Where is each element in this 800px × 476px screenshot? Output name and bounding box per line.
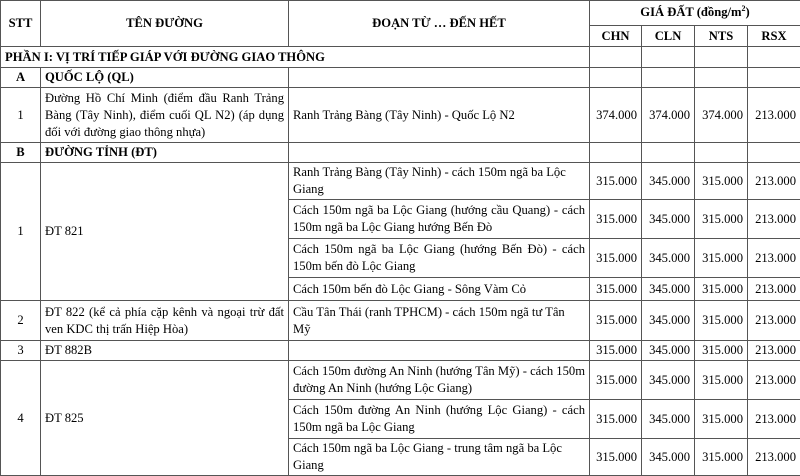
price-cln: 345.000 bbox=[642, 200, 695, 239]
price-nts: 315.000 bbox=[695, 278, 748, 301]
row-segment: Cách 150m ngã ba Lộc Giang (hướng cầu Quang) - cách 150m ngã ba Lộc Giang hướng Bến Đò bbox=[289, 200, 590, 239]
price-rsx: 213.000 bbox=[748, 341, 800, 361]
row-segment: Cầu Tân Thái (ranh TPHCM) - cách 150m ngã tư Tân Mỹ bbox=[289, 301, 590, 341]
header-row bbox=[1, 1, 800, 26]
price-rsx: 213.000 bbox=[748, 239, 800, 278]
price-nts: 315.000 bbox=[695, 439, 748, 476]
price-nts: 315.000 bbox=[695, 341, 748, 361]
price-nts: 315.000 bbox=[695, 400, 748, 439]
price-chn: 315.000 bbox=[590, 239, 642, 278]
header-col-chn: CHN bbox=[590, 26, 642, 47]
empty-cell bbox=[748, 47, 800, 68]
row-segment bbox=[289, 341, 590, 361]
price-nts: 315.000 bbox=[695, 301, 748, 341]
price-cln: 345.000 bbox=[642, 361, 695, 400]
part-row bbox=[1, 47, 800, 68]
part-title: PHẦN I: VỊ TRÍ TIẾP GIÁP VỚI ĐƯỜNG GIAO THÔNG bbox=[1, 47, 590, 68]
price-chn: 315.000 bbox=[590, 439, 642, 476]
row-segment: Cách 150m đường An Ninh (hướng Lộc Giang) - cách 150m ngã ba Lộc Giang bbox=[289, 400, 590, 439]
row-stt: 1 bbox=[1, 163, 41, 301]
header-gia-dat-prefix: GIÁ ĐẤT (đồng/m bbox=[640, 6, 741, 20]
row-road-name: ĐT 822 (kể cả phía cặp kênh và ngoại trừ đất ven KDC thị trấn Hiệp Hòa) bbox=[41, 301, 289, 341]
price-rsx: 213.000 bbox=[748, 88, 800, 143]
header-doan-tu: ĐOẠN TỪ … ĐẾN HẾT bbox=[289, 1, 590, 47]
row-segment: Cách 150m đường An Ninh (hướng Tân Mỹ) - cách 150m đường An Ninh (hướng Lộc Giang) bbox=[289, 361, 590, 400]
section-title: QUỐC LỘ (QL) bbox=[41, 68, 289, 88]
table-row bbox=[1, 88, 800, 143]
header-gia-dat-sup: 2 bbox=[742, 4, 746, 13]
section-row bbox=[1, 68, 800, 88]
price-cln: 345.000 bbox=[642, 400, 695, 439]
row-stt: 4 bbox=[1, 361, 41, 476]
empty-cell bbox=[590, 68, 642, 88]
price-cln: 345.000 bbox=[642, 278, 695, 301]
price-chn: 315.000 bbox=[590, 341, 642, 361]
empty-cell bbox=[642, 47, 695, 68]
section-label: A bbox=[1, 68, 41, 88]
price-nts: 315.000 bbox=[695, 163, 748, 200]
price-cln: 345.000 bbox=[642, 239, 695, 278]
price-rsx: 213.000 bbox=[748, 361, 800, 400]
empty-cell bbox=[289, 143, 590, 163]
row-road-name: Đường Hồ Chí Minh (điểm đầu Ranh Trảng Bàng (Tây Ninh), điểm cuối QL N2) (áp dụng đối với đường giao thông nhựa) bbox=[41, 88, 289, 143]
row-segment: Ranh Trảng Bàng (Tây Ninh) - cách 150m ngã ba Lộc Giang bbox=[289, 163, 590, 200]
section-title: ĐƯỜNG TỈNH (ĐT) bbox=[41, 143, 289, 163]
header-col-rsx: RSX bbox=[748, 26, 800, 47]
row-road-name: ĐT 825 bbox=[41, 361, 289, 476]
row-road-name: ĐT 882B bbox=[41, 341, 289, 361]
empty-cell bbox=[590, 143, 642, 163]
price-cln: 345.000 bbox=[642, 439, 695, 476]
table-row bbox=[1, 163, 800, 200]
price-cln: 374.000 bbox=[642, 88, 695, 143]
price-chn: 315.000 bbox=[590, 361, 642, 400]
empty-cell bbox=[695, 68, 748, 88]
price-nts: 315.000 bbox=[695, 200, 748, 239]
price-nts: 315.000 bbox=[695, 361, 748, 400]
empty-cell bbox=[748, 143, 800, 163]
price-rsx: 213.000 bbox=[748, 163, 800, 200]
header-ten-duong: TÊN ĐƯỜNG bbox=[41, 1, 289, 47]
price-rsx: 213.000 bbox=[748, 439, 800, 476]
price-chn: 315.000 bbox=[590, 278, 642, 301]
price-nts: 374.000 bbox=[695, 88, 748, 143]
price-chn: 315.000 bbox=[590, 163, 642, 200]
empty-cell bbox=[695, 143, 748, 163]
header-gia-dat bbox=[590, 1, 800, 26]
price-cln: 345.000 bbox=[642, 301, 695, 341]
header-stt: STT bbox=[1, 1, 41, 47]
price-chn: 315.000 bbox=[590, 301, 642, 341]
table-row bbox=[1, 361, 800, 400]
price-rsx: 213.000 bbox=[748, 278, 800, 301]
header-col-cln: CLN bbox=[642, 26, 695, 47]
row-segment: Ranh Trảng Bàng (Tây Ninh) - Quốc Lộ N2 bbox=[289, 88, 590, 143]
table-row bbox=[1, 301, 800, 341]
empty-cell bbox=[695, 47, 748, 68]
empty-cell bbox=[289, 68, 590, 88]
header-col-nts: NTS bbox=[695, 26, 748, 47]
section-row bbox=[1, 143, 800, 163]
empty-cell bbox=[590, 47, 642, 68]
price-chn: 315.000 bbox=[590, 200, 642, 239]
row-road-name: ĐT 821 bbox=[41, 163, 289, 301]
price-cln: 345.000 bbox=[642, 341, 695, 361]
row-segment: Cách 150m ngã ba Lộc Giang (hướng Bến Đò) - cách 150m bến đò Lộc Giang bbox=[289, 239, 590, 278]
row-segment: Cách 150m bến đò Lộc Giang - Sông Vàm Cỏ bbox=[289, 278, 590, 301]
header-gia-dat-suffix: ) bbox=[746, 6, 750, 20]
price-chn: 315.000 bbox=[590, 400, 642, 439]
empty-cell bbox=[642, 68, 695, 88]
price-rsx: 213.000 bbox=[748, 400, 800, 439]
empty-cell bbox=[748, 68, 800, 88]
price-chn: 374.000 bbox=[590, 88, 642, 143]
price-nts: 315.000 bbox=[695, 239, 748, 278]
empty-cell bbox=[642, 143, 695, 163]
table-row bbox=[1, 341, 800, 361]
row-segment: Cách 150m ngã ba Lộc Giang - trung tâm ngã ba Lộc Giang bbox=[289, 439, 590, 476]
price-rsx: 213.000 bbox=[748, 200, 800, 239]
row-stt: 3 bbox=[1, 341, 41, 361]
row-stt: 2 bbox=[1, 301, 41, 341]
row-stt: 1 bbox=[1, 88, 41, 143]
section-label: B bbox=[1, 143, 41, 163]
price-cln: 345.000 bbox=[642, 163, 695, 200]
price-rsx: 213.000 bbox=[748, 301, 800, 341]
